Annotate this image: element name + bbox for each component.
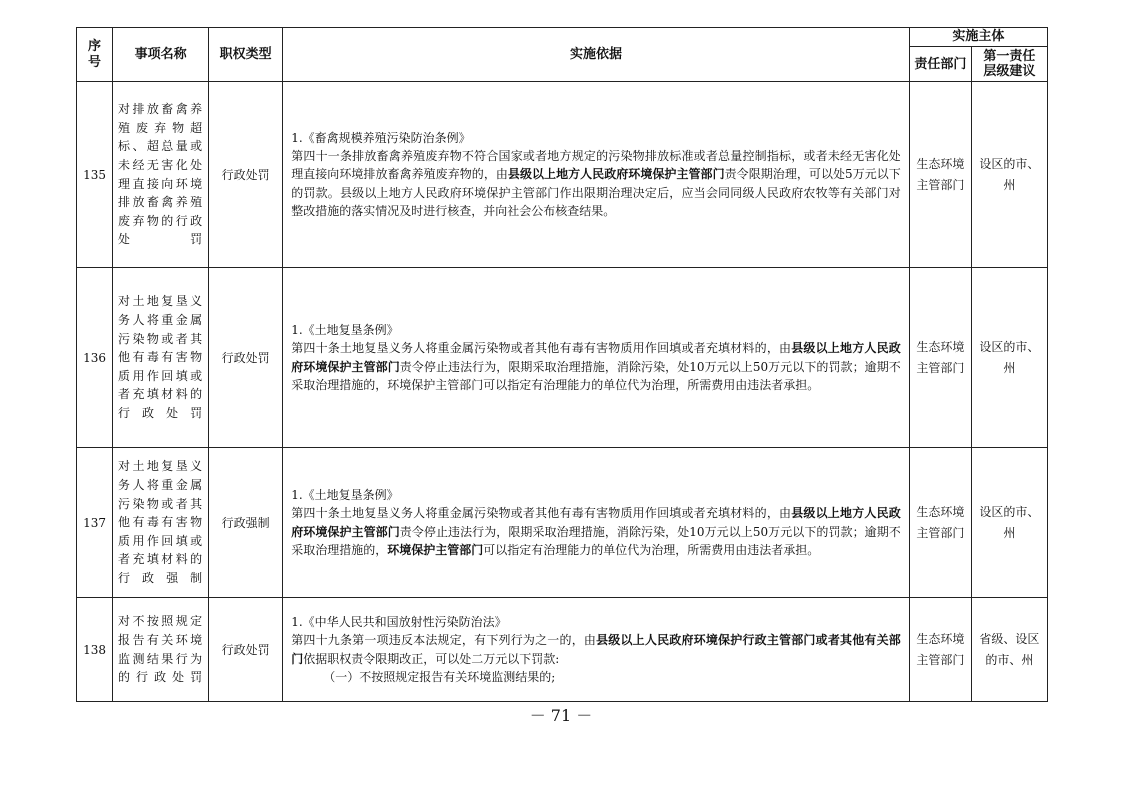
- header-no-label: 序号: [88, 38, 102, 70]
- article-text: 责令停止违法行为，限期采取治理措施，消除污染，处10万元以上50万元以下的罚款；逾期不采取治理措施的，: [291, 524, 901, 557]
- article-text: 责令限期治理，可以处5万元以下的罚款。县级以上地方人民政府环境保护主管部门作出限期治理决定后，应当会同同级人民政府农牧等有关部门对整改措施的落实情况及时进行核查，并向社会公布核查结果。: [291, 167, 901, 218]
- header-subject: 实施主体: [909, 28, 1047, 47]
- header-type: 职权类型: [209, 28, 283, 82]
- law-article: [291, 504, 901, 559]
- row-number: 136: [77, 268, 113, 448]
- responsible-dept: 生态环境主管部门: [909, 448, 971, 598]
- header-dept: 责任部门: [909, 47, 971, 82]
- row-number: 138: [77, 598, 113, 702]
- table-row: [77, 82, 1048, 268]
- header-name: 事项名称: [113, 28, 209, 82]
- matter-name: 对土地复垦义务人将重金属污染物或者其他有毒有害物质用作回填或者充填材料的行政强制: [113, 448, 209, 598]
- matter-name: 对排放畜禽养殖废弃物超标、超总量或未经无害化处理直接向环境排放畜禽养殖废弃物的行政处罚: [113, 82, 209, 268]
- header-level: [971, 47, 1047, 82]
- article-text: 责令停止违法行为，限期采取治理措施，消除污染，处10万元以上50万元以下的罚款；逾期不采取治理措施的，环境保护主管部门可以指定有治理能力的单位代为治理，所需费用由违法者承担。: [291, 359, 901, 392]
- first-level: 设区的市、州: [971, 448, 1047, 598]
- legal-basis: [283, 598, 910, 702]
- article-text: 第四十条土地复垦义务人将重金属污染物或者其他有毒有害物质用作回填或者充填材料的，由: [291, 506, 792, 521]
- law-article: [291, 147, 901, 220]
- article-text: 依据职权责令限期改正，可以处二万元以下罚款:: [303, 651, 560, 666]
- law-title: 1.《中华人民共和国放射性污染防治法》: [291, 615, 507, 630]
- law-title: 1.《土地复垦条例》: [291, 323, 399, 338]
- first-level: 设区的市、州: [971, 82, 1047, 268]
- law-article: [291, 339, 901, 394]
- article-text: 第四十一条排放畜禽养殖废弃物不符合国家或者地方规定的污染物排放标准或者总量控制指标，或者未经无害化处理直接向环境排放畜禽养殖废弃物的，由: [291, 149, 901, 182]
- article-emphasis: 县级以上地方人民政府环境保护主管部门: [507, 167, 725, 182]
- page-number: － 71 －: [529, 706, 593, 725]
- article-emphasis: 县级以上地方人民政府环境保护主管部门: [291, 341, 901, 374]
- matters-table: [76, 27, 1048, 702]
- law-item: （一）不按照规定报告有关环境监测结果的;: [323, 669, 556, 684]
- document-page: [76, 27, 1048, 702]
- authority-type: 行政处罚: [209, 82, 283, 268]
- article-text: 可以指定有治理能力的单位代为治理，所需费用由违法者承担。: [483, 542, 820, 557]
- header-basis: 实施依据: [283, 28, 910, 82]
- responsible-dept: 生态环境主管部门: [909, 268, 971, 448]
- first-level: 省级、设区的市、州: [971, 598, 1047, 702]
- article-emphasis: 环境保护主管部门: [387, 542, 484, 557]
- responsible-dept: 生态环境主管部门: [909, 598, 971, 702]
- table-row: [77, 268, 1048, 448]
- matter-name: 对土地复垦义务人将重金属污染物或者其他有毒有害物质用作回填或者充填材料的行政处罚: [113, 268, 209, 448]
- authority-type: 行政处罚: [209, 268, 283, 448]
- article-emphasis: 县级以上地方人民政府环境保护主管部门: [291, 506, 901, 539]
- legal-basis: [283, 448, 910, 598]
- law-article: [291, 631, 901, 667]
- header-level-label: 第一责任层级建议: [983, 49, 1036, 79]
- first-level: 设区的市、州: [971, 268, 1047, 448]
- authority-type: 行政处罚: [209, 598, 283, 702]
- authority-type: 行政强制: [209, 448, 283, 598]
- responsible-dept: 生态环境主管部门: [909, 82, 971, 268]
- law-title: 1.《土地复垦条例》: [291, 488, 399, 503]
- legal-basis: [283, 268, 910, 448]
- legal-basis: [283, 82, 910, 268]
- row-number: 135: [77, 82, 113, 268]
- matter-name: 对不按照规定报告有关环境监测结果行为的行政处罚: [113, 598, 209, 702]
- header-no: [77, 28, 113, 82]
- table-row: [77, 448, 1048, 598]
- article-text: 第四十条土地复垦义务人将重金属污染物或者其他有毒有害物质用作回填或者充填材料的，由: [291, 341, 792, 356]
- article-emphasis: 县级以上人民政府环境保护行政主管部门或者其他有关部门: [291, 633, 901, 666]
- row-number: 137: [77, 448, 113, 598]
- table-row: [77, 598, 1048, 702]
- article-text: 第四十九条第一项违反本法规定，有下列行为之一的，由: [291, 633, 597, 648]
- law-title: 1.《畜禽规模养殖污染防治条例》: [291, 130, 471, 145]
